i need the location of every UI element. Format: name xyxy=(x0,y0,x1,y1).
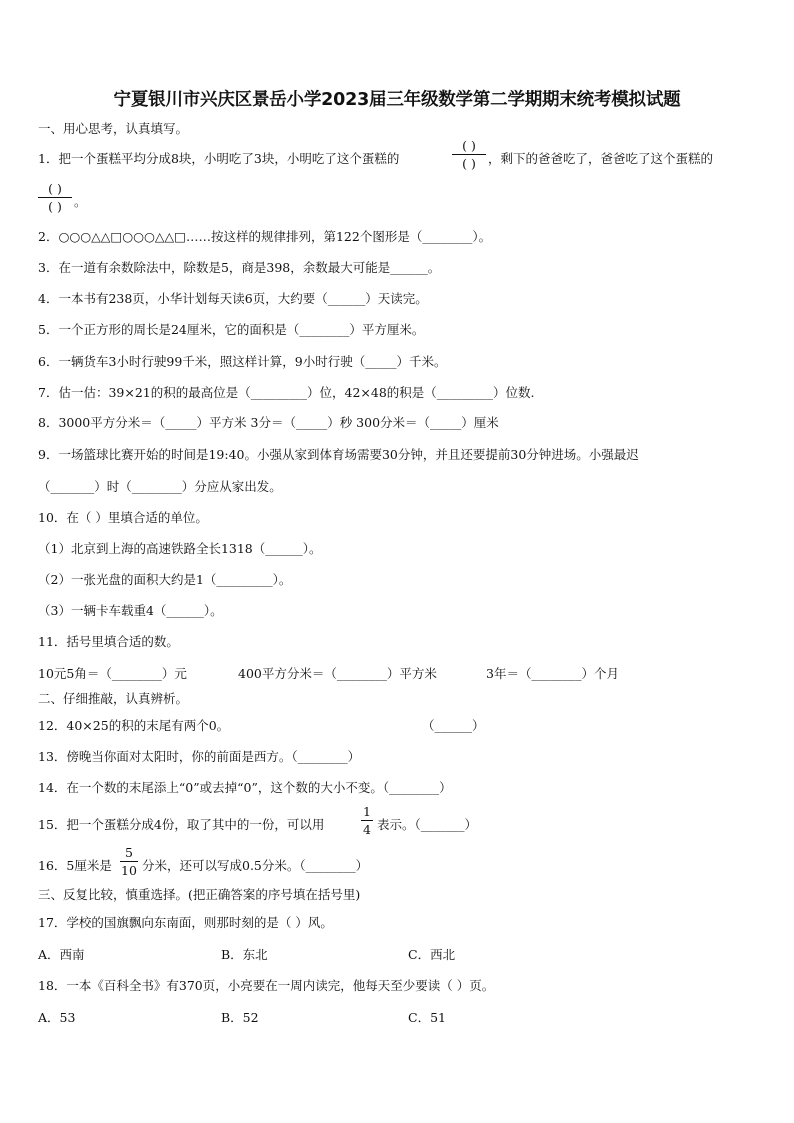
section-heading-3: 三、反复比较，慎重选择。(把正确答案的序号填在括号里) xyxy=(38,887,361,902)
question-1-end: 。 xyxy=(74,194,87,209)
question-11-a: 10元5角＝（________）元 xyxy=(38,666,187,681)
question-6: 6．一辆货车3小时行驶99千米，照这样计算，9小时行驶（_____）千米。 xyxy=(38,354,447,369)
question-17-option-a: A．西南 xyxy=(38,947,85,962)
question-11-c: 3年＝（________）个月 xyxy=(486,666,619,681)
question-5: 5．一个正方形的周长是24厘米，它的面积是（________）平方厘米。 xyxy=(38,322,425,337)
fraction-numerator: 1 xyxy=(363,804,371,819)
question-13: 13．傍晚当你面对太阳时，你的前面是西方。（________） xyxy=(38,749,361,764)
question-9-line-1: 9．一场篮球比赛开始的时间是19:40。小强从家到体育场需要30分钟，并且还要提前30分钟进场。小强最迟 xyxy=(38,447,639,462)
page-title: 宁夏银川市兴庆区景岳小学2023届三年级数学第二学期期末统考模拟试题 xyxy=(113,90,681,110)
question-9-line-2: （_______）时（________）分应从家出发。 xyxy=(38,479,282,494)
fraction-denominator: 10 xyxy=(121,863,137,878)
question-1-text: 1．把一个蛋糕平均分成8块，小明吃了3块，小明吃了这个蛋糕的 xyxy=(38,151,400,166)
question-18: 18．一本《百科全书》有370页，小亮要在一周内读完，他每天至少要读（ ）页。 xyxy=(38,978,495,993)
question-7: 7．估一估：39×21的积的最高位是（_________）位，42×48的积是（_________）位数. xyxy=(38,385,535,400)
question-17: 17．学校的国旗飘向东南面，则那时刻的是（ ）风。 xyxy=(38,915,333,930)
question-14: 14．在一个数的末尾添上“0”或去掉“0”，这个数的大小不变。（________） xyxy=(38,780,452,795)
question-10: 10．在（ ）里填合适的单位。 xyxy=(38,510,208,525)
question-12-blank: （______） xyxy=(422,718,485,733)
fraction-bar xyxy=(120,861,138,862)
question-1-fraction-a xyxy=(452,138,486,171)
fraction-numerator: ( ) xyxy=(48,181,62,196)
question-1-fraction-b xyxy=(38,181,72,214)
fraction-bar xyxy=(361,820,373,821)
question-10-3: （3）一辆卡车载重4（______）。 xyxy=(38,603,223,618)
question-8: 8．3000平方分米＝（_____）平方米 3分＝（_____）秒 300分米＝（_____）厘米 xyxy=(38,415,499,430)
question-15-text: 15．把一个蛋糕分成4份，取了其中的一份，可以用 xyxy=(38,817,325,832)
section-heading-2: 二、仔细推敲，认真辨析。 xyxy=(38,691,189,706)
fraction-denominator: ( ) xyxy=(462,156,476,171)
question-11: 11．括号里填合适的数。 xyxy=(38,634,179,649)
question-18-option-b: B．52 xyxy=(221,1010,259,1025)
question-16-text: 16．5厘米是 xyxy=(38,858,112,873)
question-4: 4．一本书有238页，小华计划每天读6页，大约要（______）天读完。 xyxy=(38,291,428,306)
fraction-denominator: ( ) xyxy=(48,199,62,214)
question-1-text-cont: ，剩下的爸爸吃了，爸爸吃了这个蛋糕的 xyxy=(488,151,714,166)
question-10-1: （1）北京到上海的高速铁路全长1318（______）。 xyxy=(38,541,322,556)
section-heading-1: 一、用心思考，认真填写。 xyxy=(38,121,189,136)
fraction-denominator: 4 xyxy=(363,822,371,837)
question-12: 12．40×25的积的末尾有两个0。 xyxy=(38,718,230,733)
question-16-text-cont: 分米，还可以写成0.5分米。（________） xyxy=(142,858,369,873)
question-10-2: （2）一张光盘的面积大约是1（_________）。 xyxy=(38,572,292,587)
fraction-bar xyxy=(452,154,486,155)
fraction-bar xyxy=(38,197,72,198)
question-18-option-a: A．53 xyxy=(38,1010,76,1025)
question-17-option-b: B．东北 xyxy=(221,947,268,962)
question-17-option-c: C．西北 xyxy=(408,947,456,962)
question-3: 3．在一道有余数除法中，除数是5，商是398，余数最大可能是______。 xyxy=(38,260,441,275)
question-16-fraction xyxy=(120,845,138,878)
fraction-numerator: 5 xyxy=(125,845,133,860)
question-11-b: 400平方分米＝（________）平方米 xyxy=(238,666,437,681)
question-15-text-cont: 表示。（_______） xyxy=(377,817,478,832)
question-2: 2．○○○△△□○○○△△□……按这样的规律排列，第122个图形是（________）。 xyxy=(38,229,492,244)
question-18-option-c: C．51 xyxy=(408,1010,446,1025)
fraction-numerator: ( ) xyxy=(462,138,476,153)
question-15-fraction xyxy=(361,804,373,837)
